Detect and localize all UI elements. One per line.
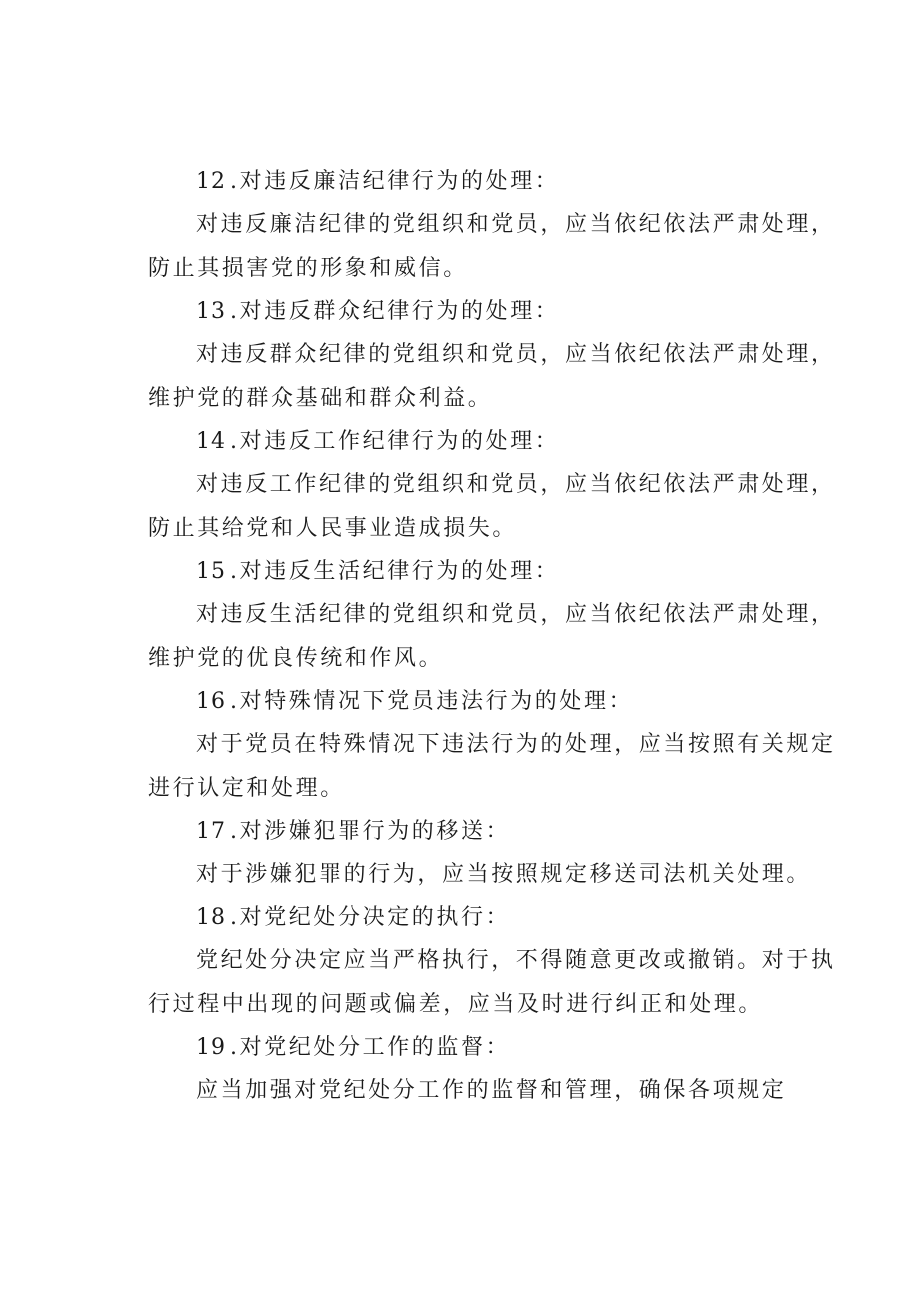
section-heading: [196, 297, 559, 327]
section-body-line: 防止其给党和人民事业造成损失。: [148, 516, 518, 541]
section-body-line: 对违反廉洁纪律的党组织和党员，应当依纪依法严肃处理，: [196, 212, 836, 237]
section-heading: [196, 1033, 510, 1063]
section-body-line: 行过程中出现的问题或偏差，应当及时进行纠正和处理。: [148, 992, 764, 1017]
section-body-line: 对违反生活纪律的党组织和党员，应当依纪依法严肃处理，: [196, 602, 836, 627]
section-heading-text: .对特殊情况下党员违法行为的处理：: [230, 689, 634, 714]
section-number: 15: [196, 559, 226, 584]
section-heading-text: .对涉嫌犯罪行为的移送：: [230, 819, 511, 844]
section-body-line: 对于党员在特殊情况下违法行为的处理，应当按照有关规定: [196, 732, 836, 757]
section-heading-text: .对违反工作纪律行为的处理：: [230, 429, 560, 454]
section-body-line: 进行认定和处理。: [148, 776, 345, 801]
section-body-line: 对违反群众纪律的党组织和党员，应当依纪依法严肃处理，: [196, 342, 836, 367]
section-heading: [196, 427, 559, 457]
section-number: 18: [196, 905, 226, 930]
section-body-line: 对于涉嫌犯罪的行为，应当按照规定移送司法机关处理。: [196, 862, 812, 887]
section-heading-text: .对违反群众纪律行为的处理：: [230, 299, 560, 324]
section-heading-text: .对党纪处分工作的监督：: [230, 1035, 511, 1060]
section-heading-text: .对违反廉洁纪律行为的处理：: [230, 169, 560, 194]
section-body-line: 维护党的优良传统和作风。: [148, 646, 444, 671]
section-number: 16: [196, 689, 226, 714]
section-heading-text: .对违反生活纪律行为的处理：: [230, 559, 560, 584]
section-body-line: 党纪处分决定应当严格执行，不得随意更改或撤销。对于执: [196, 948, 836, 973]
section-heading: [196, 903, 510, 933]
section-heading: [196, 557, 559, 587]
section-number: 13: [196, 299, 226, 324]
section-heading-text: .对党纪处分决定的执行：: [230, 905, 511, 930]
section-number: 14: [196, 429, 226, 454]
section-heading: [196, 687, 633, 717]
section-heading: [196, 167, 559, 197]
section-number: 19: [196, 1035, 226, 1060]
section-body-line: 防止其损害党的形象和威信。: [148, 256, 468, 281]
section-number: 17: [196, 819, 226, 844]
section-heading: [196, 817, 510, 847]
section-body-line: 应当加强对党纪处分工作的监督和管理，确保各项规定: [196, 1078, 787, 1103]
section-body-line: 对违反工作纪律的党组织和党员，应当依纪依法严肃处理，: [196, 472, 836, 497]
section-body-line: 维护党的群众基础和群众利益。: [148, 386, 493, 411]
section-number: 12: [196, 169, 226, 194]
